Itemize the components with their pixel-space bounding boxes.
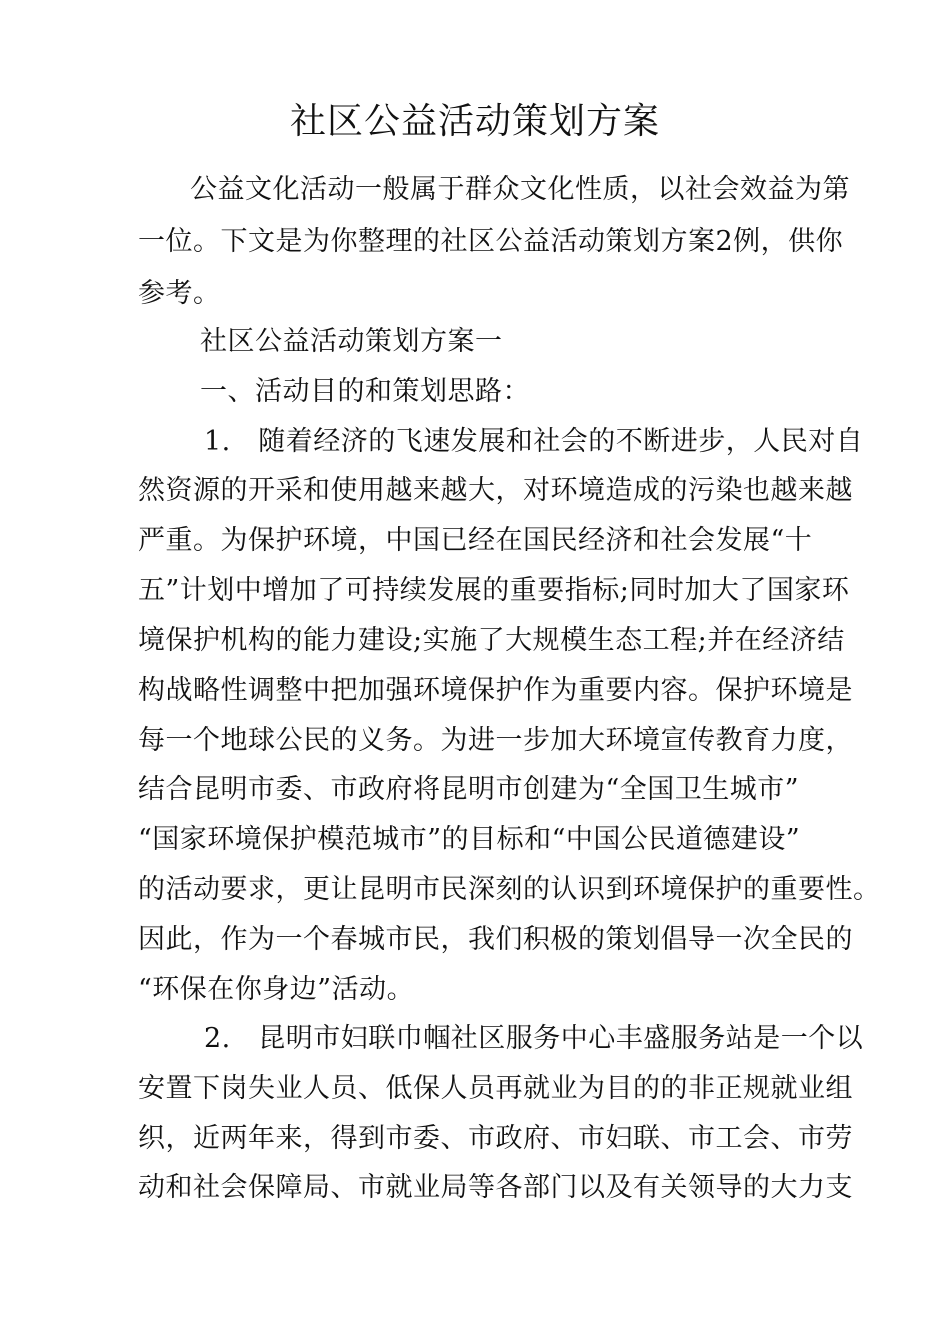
paragraph-line: 2. 昆明市妇联巾帼社区服务中心丰盛服务站是一个以 [204,1023,864,1054]
paragraph-line: 每一个地球公民的义务。为进一步加大环境宣传教育力度， [138,725,853,756]
paragraph-line: 的活动要求，更让昆明市民深刻的认识到环境保护的重要性。 [138,874,881,905]
paragraph-line: “环保在你身边”活动。 [138,974,415,1005]
paragraph-line: 安置下岗失业人员、低保人员再就业为目的的非正规就业组 [138,1073,853,1104]
paragraph-line: 动和社会保障局、市就业局等各部门以及有关领导的大力支 [138,1172,853,1203]
paragraph-line: 一位。下文是为你整理的社区公益活动策划方案2例，供你 [138,226,844,257]
paragraph-line: 参考。 [138,278,221,309]
paragraph-line: 因此，作为一个春城市民，我们积极的策划倡导一次全民的 [138,924,853,955]
paragraph-line: 结合昆明市委、市政府将昆明市创建为“全国卫生城市” [138,774,800,805]
paragraph-line: 五”计划中增加了可持续发展的重要指标;同时加大了国家环 [138,575,850,606]
paragraph-line: 1. 随着经济的飞速发展和社会的不断进步，人民对自 [204,426,864,457]
paragraph-line: 织，近两年来，得到市委、市政府、市妇联、市工会、市劳 [138,1123,853,1154]
section-heading: 社区公益活动策划方案一 [200,326,503,357]
paragraph-line: 严重。为保护环境，中国已经在国民经济和社会发展“十 [138,525,813,556]
subsection-heading: 一、活动目的和策划思路： [200,376,530,407]
paragraph-line: 公益文化活动一般属于群众文化性质，以社会效益为第 [190,174,850,205]
paragraph-line: 然资源的开采和使用越来越大，对环境造成的污染也越来越 [138,475,853,506]
paragraph-line: 境保护机构的能力建设;实施了大规模生态工程;并在经济结 [138,625,845,656]
document-title: 社区公益活动策划方案 [289,101,660,142]
paragraph-line: 构战略性调整中把加强环境保护作为重要内容。保护环境是 [138,675,853,706]
paragraph-line: “国家环境保护模范城市”的目标和“中国公民道德建设” [138,824,801,855]
